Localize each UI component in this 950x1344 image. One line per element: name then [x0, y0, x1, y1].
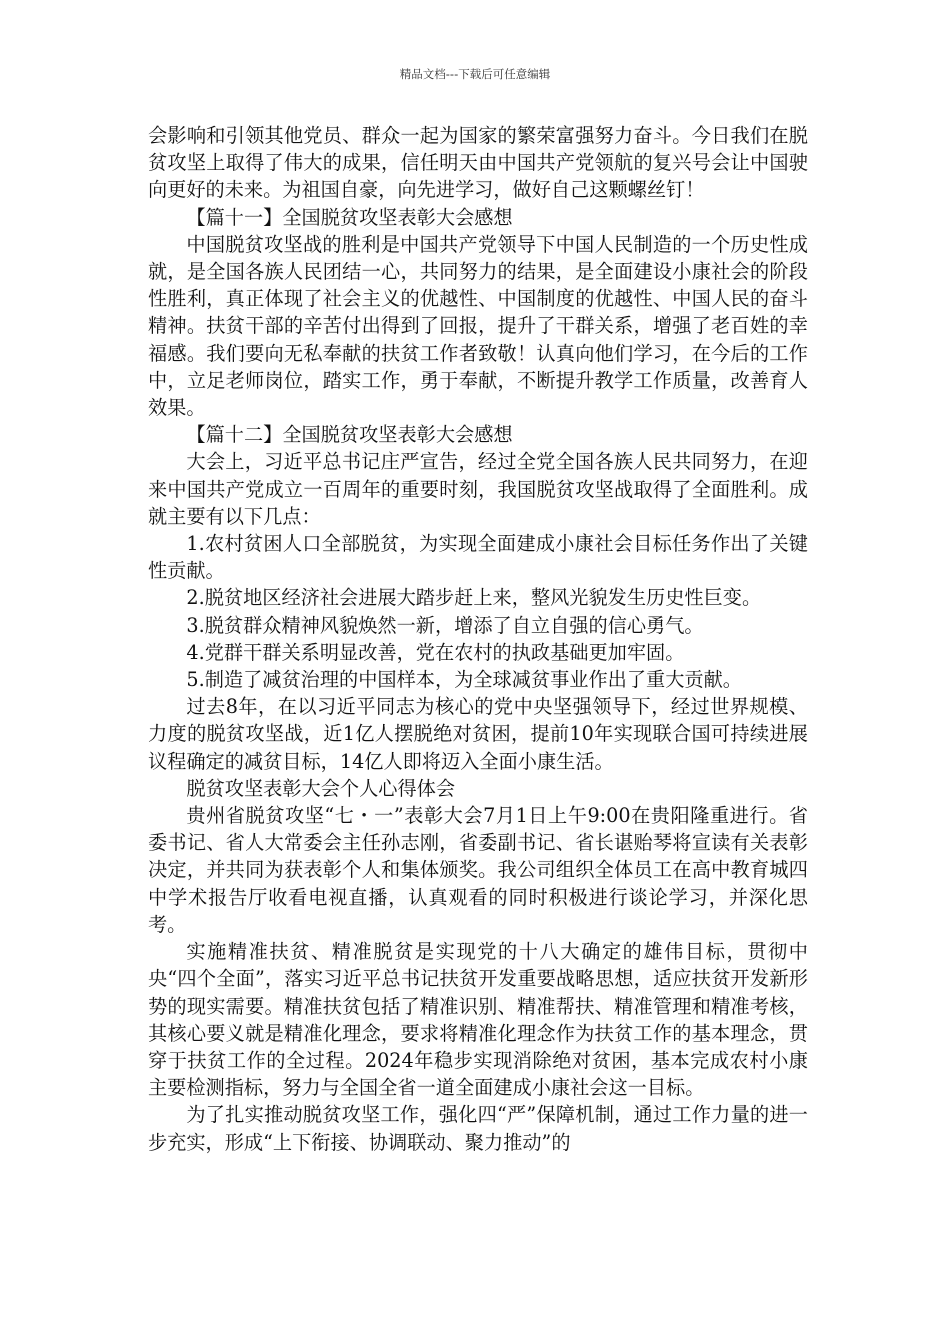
paragraph: 过去8年，在以习近平同志为核心的党中央坚强领导下，经过世界规模、力度的脱贫攻坚战，近1亿人摆脱绝对贫困，提前10年实现联合国可持续进展议程确定的减贫目标，14亿人即将迈入全面小康生活。 [148, 695, 808, 773]
document-body [148, 122, 808, 1156]
paragraph: 实施精准扶贫、精准脱贫是实现党的十八大确定的雄伟目标，贯彻中央“四个全面”，落实习近平总书记扶贫开发重要战略思想，适应扶贫开发新形势的现实需要。精准扶贫包括了精准识别、精准帮扶、精准管理和精准考核，其核心要义就是精准化理念，要求将精准化理念作为扶贫工作的基本理念，贯穿于扶贫工作的全过程。2024年稳步实现消除绝对贫困，基本完成农村小康主要检测指标，努力与全国全省一道全面建成小康社会这一目标。 [148, 940, 808, 1100]
section-heading: 【篇十二】全国脱贫攻坚表彰大会感想 [186, 423, 513, 447]
list-item: 2.脱贫地区经济社会进展大踏步赶上来，整风光貌发生历史性巨变。 [186, 586, 762, 610]
paragraph: 贵州省脱贫攻坚“七・一”表彰大会7月1日上午9:00在贵阳隆重进行。省委书记、省人大常委会主任孙志刚，省委副书记、省长谌贻琴将宣读有关表彰决定，并共同为获表彰个人和集体颁奖。我公司组织全体员工在高中教育城四中学术报告厅收看电视直播，认真观看的同时积极进行谈论学习，并深化思考。 [148, 804, 808, 936]
list-item: 4.党群干群关系明显改善，党在农村的执政基础更加牢固。 [186, 640, 685, 664]
list-item: 3.脱贫群众精神风貌焕然一新，增添了自立自强的信心勇气。 [186, 613, 704, 637]
paragraph: 会影响和引领其他党员、群众一起为国家的繁荣富强努力奋斗。今日我们在脱贫攻坚上取得了伟大的成果，信任明天由中国共产党领航的复兴号会让中国驶向更好的未来。为祖国自豪，向先进学习，做好自己这颗螺丝钉！ [148, 124, 808, 202]
paragraph: 大会上，习近平总书记庄严宣告，经过全党全国各族人民共同努力，在迎来中国共产党成立一百周年的重要时刻，我国脱贫攻坚战取得了全面胜利。成就主要有以下几点： [148, 450, 808, 528]
paragraph: 中国脱贫攻坚战的胜利是中国共产党领导下中国人民制造的一个历史性成就，是全国各族人民团结一心，共同努力的结果，是全面建设小康社会的阶段性胜利，真正体现了社会主义的优越性、中国制度的优越性、中国人民的奋斗精神。扶贫干部的辛苦付出得到了回报，提升了干群关系，增强了老百姓的幸福感。我们要向无私奉献的扶贫工作者致敬！认真向他们学习，在今后的工作中，立足老师岗位，踏实工作，勇于奉献，不断提升教学工作质量，改善育人效果。 [148, 232, 808, 420]
list-item: 5.制造了减贫治理的中国样本，为全球减贫事业作出了重大贡献。 [186, 668, 742, 692]
page-header: 精品文档---下载后可任意编辑 [399, 67, 551, 81]
list-item: 1.农村贫困人口全部脱贫，为实现全面建成小康社会目标任务作出了关键性贡献。 [148, 532, 808, 583]
paragraph: 为了扎实推动脱贫攻坚工作，强化四“严”保障机制，通过工作力量的进一步充实，形成“上下衔接、协调联动、聚力推动”的 [148, 1103, 808, 1154]
section-heading: 【篇十一】全国脱贫攻坚表彰大会感想 [186, 205, 513, 229]
section-heading: 脱贫攻坚表彰大会个人心得体会 [186, 776, 456, 800]
